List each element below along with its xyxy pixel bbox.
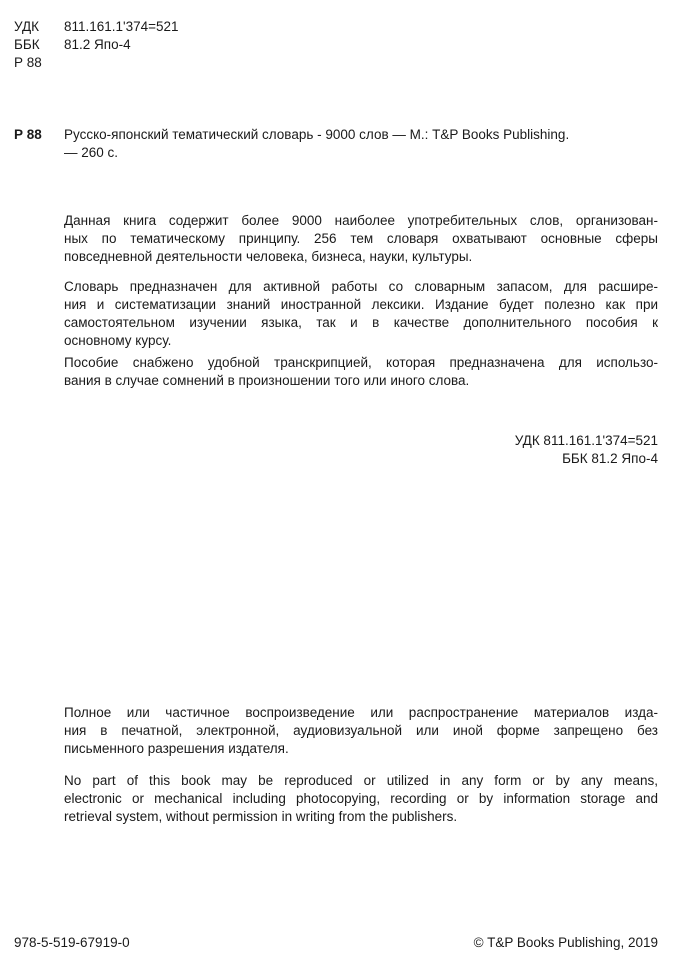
abstract-p1-line: повседневной деятельности человека, бизнеса, науки, культуры. [64,249,473,264]
header-codes [14,18,179,72]
header-author-mark: Р 88 [14,55,42,70]
abstract-p2-line: ния и систематизации знаний иностранной лексики. Издание будет полезно как при [64,297,658,312]
bib-entry-line-1: Русско-японский тематический словарь - 9000 слов — М.: T&P Books Publishing. [64,127,570,142]
abstract-p2-line: основному курсу. [64,333,172,348]
bib-entry-line-2: — 260 с. [64,145,119,160]
abstract-p3-line: вания в случае сомнений в произношении того или иного слова. [64,373,470,388]
copyright-en-line: No part of this book may be reproduced or utilized in any form or by any means, [64,773,658,788]
classification-udk: УДК 811.161.1'374=521 [514,433,658,448]
classification-codes [420,432,658,468]
copyright-notice-en [64,772,658,826]
bib-author-mark: Р 88 [14,127,42,142]
header-bbk-row [14,36,179,54]
header-bbk-value: 81.2 Япо-4 [64,37,131,52]
copyright-ru-line: Полное или частичное воспроизведение или распространение материалов изда- [64,705,658,720]
copyright-ru-line: ния в печатной, электронной, аудиовизуальной или иной форме запрещено без [64,723,658,738]
copyright-ru-line: письменного разрешения издателя. [64,741,289,756]
abstract-p1-line: ных по тематическому принципу. 256 тем словаря охватывают основные сферы [64,231,658,246]
header-udk-label: УДК [14,19,39,34]
header-udk-row [14,18,179,36]
abstract-p3-line: Пособие снабжено удобной транскрипцией, которая предназначена для использо- [64,355,658,370]
header-udk-value: 811.161.1'374=521 [64,19,179,34]
abstract-paragraph-3 [64,354,658,390]
abstract-p2-line: Словарь предназначен для активной работы со словарным запасом, для расшире- [64,279,658,294]
abstract-p1-line: Данная книга содержит более 9000 наиболее употребительных слов, организован- [64,213,658,228]
copyright-notice-ru [64,704,658,758]
classification-bbk: ББК 81.2 Япо-4 [562,451,658,466]
copyright-en-line: retrieval system, without permission in writing from the publishers. [64,809,458,824]
abstract-paragraph-1 [64,212,658,266]
copyright-en-line: electronic or mechanical including photocopying, recording or by information storage and [64,791,658,806]
abstract-p2-line: самостоятельном изучении языка, так и в качестве дополнительного пособия к [64,315,658,330]
bib-entry [64,126,664,162]
header-bbk-label: ББК [14,37,40,52]
abstract-paragraph-2 [64,278,658,350]
footer-copyright: © T&P Books Publishing, 2019 [473,935,658,950]
footer-isbn: 978-5-519-67919-0 [14,935,130,950]
